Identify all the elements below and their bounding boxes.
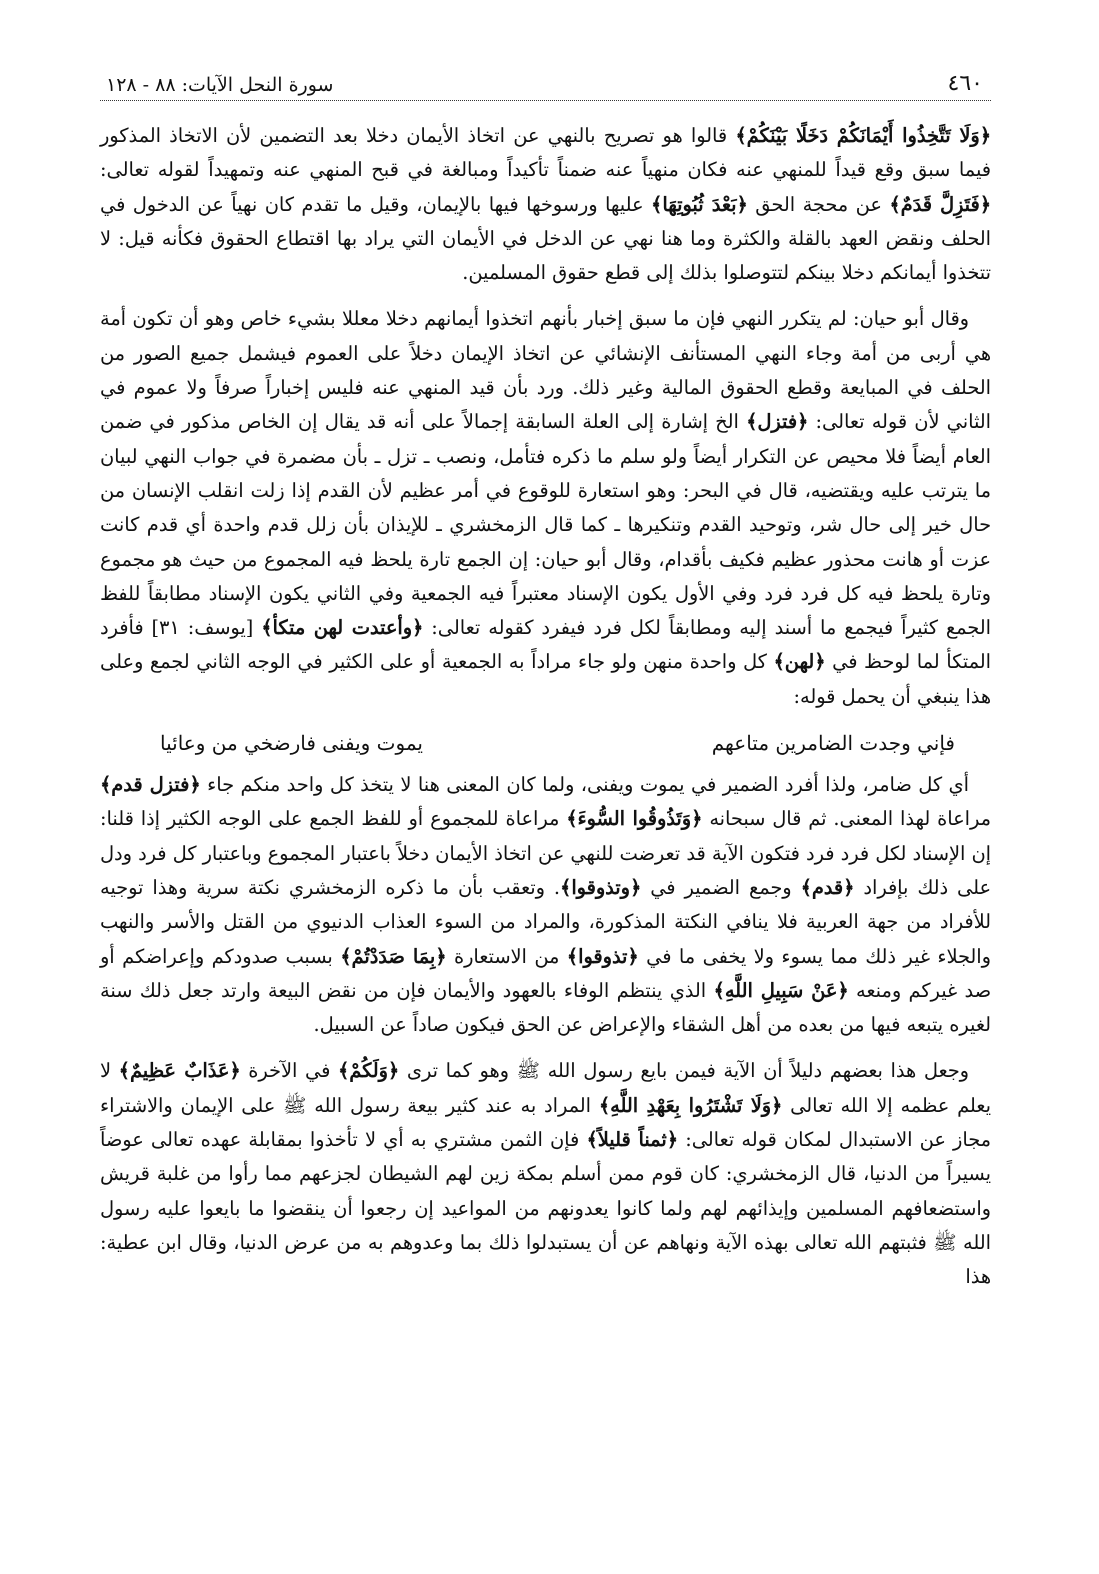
paragraph [100, 1054, 991, 1294]
paragraph-text: قالوا هو تصريح بالنهي عن اتخاذ الأيمان دخلا بعد التضمين لأن الاتخاذ المذكور فيما سبق وقع قيداً للمنهي عنه فكان منهياً عنه ضمناً تأكيداً ومبالغة في قبح المنهي عنه وتمهيداً لقوله تعالى: [100, 124, 991, 182]
paragraph-text: بسبب صدودكم وإعراضكم أو صد غيركم ومنعه [100, 944, 991, 1002]
quran-quote: ﴿قدم﴾ [800, 875, 855, 899]
quran-quote: ﴿وأعتدت لهن متكأ﴾ [261, 616, 424, 640]
quran-quote: ﴿لهن﴾ [773, 650, 826, 674]
quran-quote: ﴿فتزل قدم﴾ [100, 773, 201, 797]
paragraph-text: عن محجة الحق [747, 192, 890, 216]
quran-quote: ﴿ثمناً قليلاً﴾ [586, 1128, 678, 1152]
poetry-verse [160, 726, 955, 760]
quran-quote: ﴿وَلَا تَتَّخِذُوا أَيْمَانَكُمْ دَخَلًا بَيْنَكُمْ﴾ [735, 124, 991, 147]
paragraph-text: وقال أبو حيان: لم يتكرر النهي فإن ما سبق إخبار بأنهم اتخذوا أيمانهم دخلا معللا بشيء خاص وهو أن تكون أمة هي أربى من أمة وجاء النهي المستأنف الإنشائي عن اتخاذ الإيمان دخلاً على العموم فيشمل جميع الصور من الحلف في المبايعة وقطع الحقوق المالية وغير ذلك. ورد بأن قيد المنهي عنه فليس إخباراً صرفاً ولا عموم في الثاني لأن قوله تعالى: [100, 307, 991, 434]
paragraphs-before-verse [100, 119, 991, 714]
page-body [100, 119, 991, 1295]
running-title: سورة النحل الآيات: ٨٨ - ١٢٨ [106, 74, 334, 96]
paragraph [100, 768, 991, 1042]
paragraph-text: الذي ينتظم الوفاء بالعهود والأيمان فإن من نقض البيعة وارتد جعل ذلك سنة لغيره يتبعه فيها من بعده من أهل الشقاء والإعراض عن الحق فيكون صاداً عن السبيل. [100, 978, 991, 1037]
quran-quote: ﴿بَعْدَ ثُبُوتِهَا﴾ [651, 192, 748, 216]
paragraph-text: الخ إشارة إلى العلة السابقة إجمالاً على أنه قد يقال إن الخاص مذكور في ضمن العام أيضاً فلا محيص عن التكرار أيضاً ولو سلم ما ذكره فتأمل، ونصب ـ تزل ـ بأن مضمرة في جواب النهي لبيان ما يترتب عليه ويقتضيه، قال في البحر: وهو استعارة للوقوع في أمر عظيم لأن القدم إذا زلت انقلب الإنسان من حال خير إلى حال شر، وتوحيد القدم وتنكيرها ـ كما قال الزمخشري ـ للإيذان بأن زلل قدم واحدة أي قدم كانت عزت أو هانت محذور عظيم فكيف بأقدام، وقال أبو حيان: إن الجمع تارة يلحظ فيه المجموع من حيث هو مجموع وتارة يلحظ فيه كل فرد فرد وفي الأول يكون الإسناد معتبراً فيه الجمعية وفي الثاني يكون الإسناد مطابقاً للفظ الجمع كثيراً فيجمع ما أسند إليه ومطابقاً لكل فرد فيفرد كقوله تعالى: [100, 410, 991, 640]
page-header [100, 54, 991, 101]
paragraph-text: [يوسف: ٣١] فأفرد المتكأ لما لوحظ في [100, 616, 991, 674]
paragraph-text: أي كل ضامر، ولذا أفرد الضمير في يموت ويفنى، ولما كان المعنى هنا لا يتخذ كل واحد منكم جاء [200, 773, 969, 797]
quran-quote: ﴿فتزل﴾ [746, 410, 809, 434]
paragraph-text: في الآخرة [240, 1059, 338, 1083]
quran-quote: ﴿عَنْ سَبِيلِ اللَّهِ﴾ [713, 978, 849, 1002]
quran-quote: ﴿فَتَزِلَّ قَدَمٌ﴾ [889, 192, 991, 216]
verse-hemistich-first: فإني وجدت الضامرين متاعهم [711, 731, 955, 756]
paragraph-text: مراعاة للمجموع أو للفظ الجمع على الوجه الكثير إذا قلنا: إن الإسناد لكل فرد فرد فتكون الآية قد تعرضت للنهي عن اتخاذ الأيمان دخلاً باعتبار المجموع وباعتبار كل فرد ودل على ذلك بإفراد [100, 807, 991, 899]
paragraph-text: عليها ورسوخها فيها بالإيمان، وقيل ما تقدم كان نهياً عن الدخول في الحلف ونقض العهد بالقلة والكثرة وما هنا نهي عن الدخل في الأيمان التي يراد بها اقتطاع الحقوق فكأنه قيل: لا تتخذوا أيمانكم دخلا بينكم لتتوصلوا بذلك إلى قطع حقوق المسلمين. [100, 192, 991, 285]
quran-quote: ﴿وَلَا تَشْتَرُوا بِعَهْدِ اللَّهِ﴾ [598, 1093, 783, 1117]
quran-quote: ﴿وَلَكُمْ﴾ [337, 1059, 400, 1083]
paragraph-text: فإن الثمن مشتري به أي لا تأخذوا بمقابلة عهده تعالى عوضاً يسيراً من الدنيا، قال الزمخشري: كان قوم ممن أسلم بمكة زين لهم الشيطان لجزعهم مما رأوا من غلبة قريش واستضعافهم المسلمين وإيذائهم لهم ولما كانوا يعدونهم من المواعيد إن رجعوا أن ينقضوا ما بايعوا عليه رسول الله ﷺ فثبتهم الله تعالى بهذه الآية ونهاهم عن أن يستبدلوا ذلك بما وعدوهم به من عرض الدنيا، وقال ابن عطية: هذا [100, 1128, 991, 1289]
verse-hemistich-second: يموت ويفنى فارضخي من وعائيا [160, 731, 423, 756]
paragraph-text: كل واحدة منهن ولو جاء مراداً به الجمعية أو على الكثير في الوجه الثاني لجمع وعلى هذا ينبغي أن يحمل قوله: [100, 650, 991, 708]
paragraph [100, 119, 991, 290]
paragraph-text: من الاستعارة [446, 944, 567, 968]
paragraph-text: . وتعقب بأن ما ذكره الزمخشري نكتة سرية وهذا توجيه للأفراد من جهة العربية فلا ينافي النكتة المذكورة، والمراد من السوء العذاب الدنيوي من القتل والأسر والنهب والجلاء غير ذلك مما يسوء ولا يخفى ما في [100, 875, 991, 968]
paragraph-text: لا يعلم عظمه إلا الله تعالى [100, 1059, 991, 1117]
quran-quote: ﴿عَذَابٌ عَظِيمٌ﴾ [118, 1059, 241, 1083]
paragraphs-after-verse [100, 768, 991, 1294]
quran-quote: ﴿وَتَذُوقُوا السُّوءَ﴾ [566, 807, 703, 831]
paragraph [100, 302, 991, 714]
paragraph-text: وجمع الضمير في [641, 875, 801, 899]
quran-quote: ﴿وتذوقوا﴾ [560, 875, 642, 899]
paragraph-text: مراعاة لهذا المعنى. ثم قال سبحانه [702, 807, 991, 831]
paragraph-text: المراد به عند كثير بيعة رسول الله ﷺ على الإيمان والاشتراء مجاز عن الاستبدال لمكان قوله تعالى: [100, 1093, 992, 1152]
page-number: ٤٦٠ [947, 71, 983, 96]
paragraph-text: وجعل هذا بعضهم دليلاً أن الآية فيمن بايع رسول الله ﷺ وهو كما ترى [399, 1059, 969, 1083]
quran-quote: ﴿بِمَا صَدَدْتُمْ﴾ [340, 944, 447, 968]
quran-quote: ﴿تذوقوا﴾ [566, 944, 639, 968]
